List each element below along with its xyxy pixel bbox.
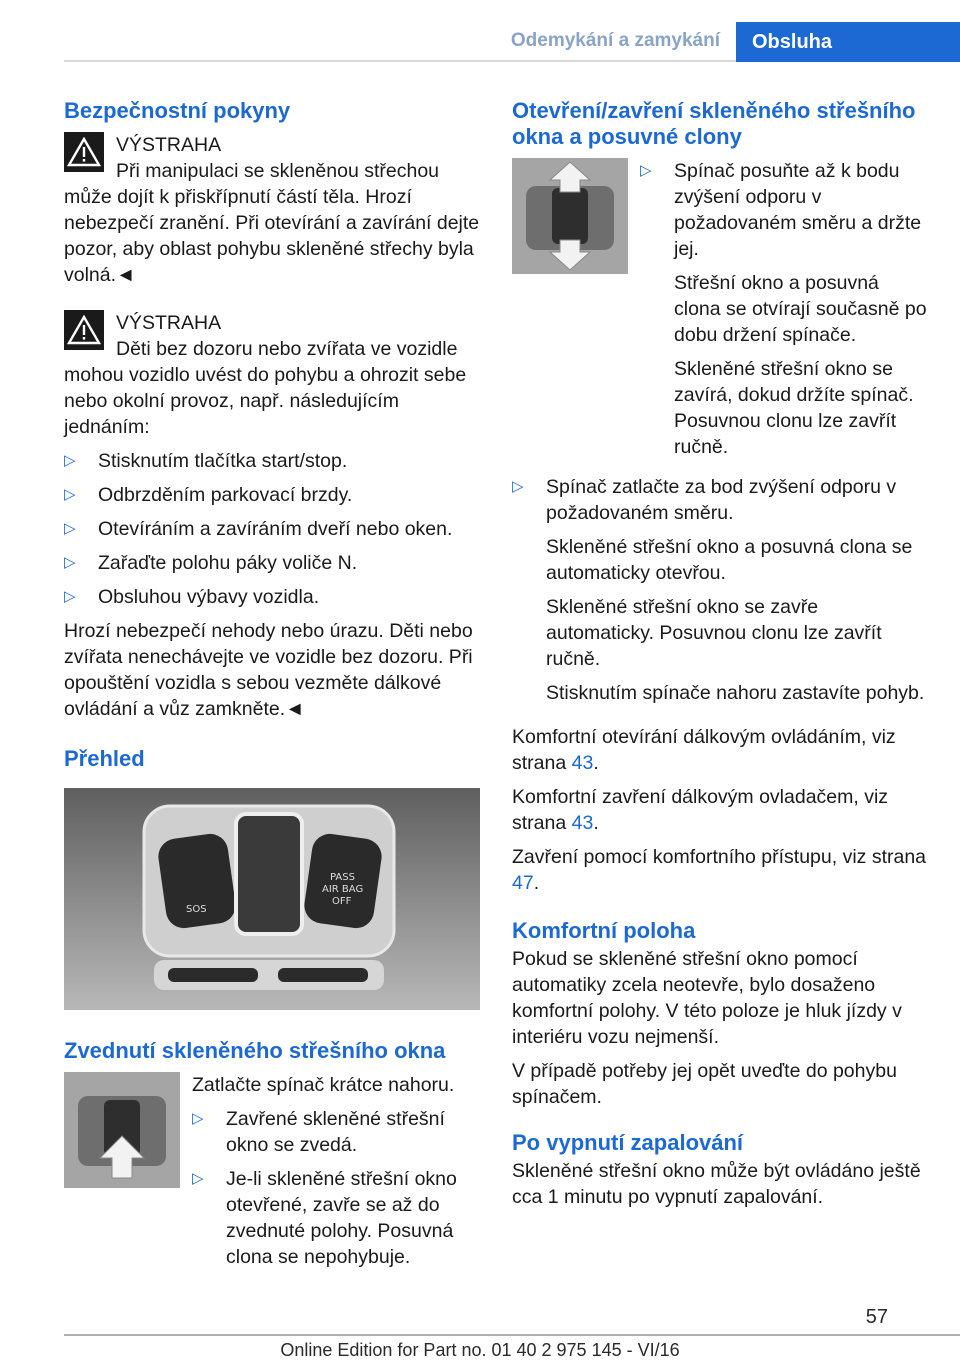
off-label: OFF [332,896,352,907]
page-number: 57 [865,1306,888,1328]
warning-conclusion: Hrozí nebezpečí nehody nebo úrazu. Děti nebo zvířata nenechávejte ve vozidle bez dozoru. Při opouštění vozidla s sebou vezměte dálkové ovládání a vůz zamkněte.◄ [64,620,473,720]
raise-switch-image [64,1072,180,1188]
warning-label: VÝSTRAHA [116,134,222,156]
left-column [64,98,480,1278]
warning-text: Při manipulaci se skleněnou střechou může dojít k přiskřípnutí částí těla. Hrozí nebezpečí zranění. Při otevírání a zavírání dejte pozor, aby oblast pohybu skleněné střechy byla volná.◄ [64,160,480,286]
page-link[interactable]: 43 [571,752,594,774]
page-link[interactable]: 43 [571,812,594,834]
bullet-paragraph: Stisknutím spínače nahoru zastavíte pohyb. [546,682,925,704]
raise-bullet-list [192,1106,480,1270]
warning-icon [64,132,104,172]
open-close-section [512,158,928,468]
bullet-paragraph: ▷ Spínač zatlačte za bod zvýšení odporu v požadovaném směru. [546,476,897,524]
bullet-paragraph: Skleněné střešní okno a posuvná clona se automaticky otevřou. [546,536,913,584]
list-item [512,474,928,706]
list-item: ▷ Zařaďte polohu páky voliče N. [64,550,480,576]
page-link[interactable]: 47 [512,872,534,894]
heading-comfort-position: Komfortní poloha [512,918,696,943]
comfort-paragraph: V případě potřeby jej opět uveďte do pohybu spínačem. [512,1060,897,1108]
raise-text [192,1072,480,1278]
footer-edition: Online Edition for Part no. 01 40 2 975 145 - VI/16 [280,1340,680,1360]
bullet-paragraph: Střešní okno a posuvná clona se otvírají současně po dobu držení spínače. [674,272,927,346]
list-item: ▷ Zavřené skleněné střešní okno se zvedá. [192,1106,480,1158]
header-chapter-tab: Obsluha [736,22,960,62]
open-close-bullet-1 [640,158,928,468]
comfort-paragraph: Pokud se skleněné střešní okno pomocí automatiky zcela neotevře, bylo dosaženo komfortní polohy. V této poloze je hluk jízdy v interiéru vozu nejmenší. [512,948,902,1048]
airbag-label: AIR BAG [322,884,364,895]
bullet-paragraph: Skleněné střešní okno se zavírá, dokud držíte spínač. Posuvnou clonu lze zavřít ručně. [674,358,914,458]
warning-block-2 [64,310,480,440]
raise-section [64,1072,480,1278]
right-column [512,98,928,1218]
warning-label: VÝSTRAHA [116,312,222,334]
list-item: ▷ Obsluhou výbavy vozidla. [64,584,480,610]
warning-bullet-list [64,448,480,610]
heading-after-ignition: Po vypnutí zapalování [512,1130,744,1155]
heading-safety: Bezpečnostní pokyny [64,98,291,123]
heading-overview: Přehled [64,746,145,771]
ignition-paragraph: Skleněné střešní okno může být ovládáno ještě cca 1 minutu po vypnutí zapalování. [512,1160,921,1208]
bullet-paragraph: ▷ Spínač posuňte až k bodu zvýšení odporu v požadovaném směru a držte jej. [674,160,922,260]
warning-text: Děti bez dozoru nebo zvířata ve vozidle mohou vozidlo uvést do pohybu a ohrozit sebe nebo okolní provoz, např. následujícím jednáním: [64,338,467,438]
sos-label: SOS [186,904,207,915]
ref-text: Komfortní otevírání dálkovým ovládáním, viz strana [512,726,896,774]
footer-rule [64,1334,960,1336]
bullet-paragraph: Skleněné střešní okno se zavře automaticky. Posuvnou clonu lze zavřít ručně. [546,596,882,670]
open-close-bullet-2 [512,474,928,706]
comfort-close-ref: Komfortní zavření dálkovým ovladačem, viz strana 43. [512,786,889,834]
comfort-open-ref: Komfortní otevírání dálkovým ovládáním, viz strana 43. [512,726,896,774]
list-item: ▷ Odbrzděním parkovací brzdy. [64,482,480,508]
warning-icon [64,310,104,350]
comfort-access-ref: Zavření pomocí komfortního přístupu, viz strana 47. [512,846,927,894]
pass-label: PASS [330,872,355,883]
raise-intro: Zatlačte spínač krátce nahoru. [192,1074,455,1096]
list-item: ▷ Je-li skleněné střešní okno otevřené, zavře se až do zvednuté polohy. Posuvná clona se nepohybuje. [192,1166,480,1270]
list-item: ▷ Otevíráním a zavíráním dveří nebo oken. [64,516,480,542]
warning-block-1 [64,132,480,288]
ref-text: Komfortní zavření dálkovým ovladačem, viz strana [512,786,889,834]
list-item: ▷ Stisknutím tlačítka start/stop. [64,448,480,474]
list-item [640,158,928,460]
header-section-title: Odemykání a zamykání [510,30,720,51]
heading-open-close: Otevření/zavření skleněného střešního okna a posuvné clony [512,98,916,149]
heading-raise: Zvednutí skleněného střešního okna [64,1038,446,1063]
open-close-switch-image [512,158,628,274]
overview-photo [64,788,480,1010]
ref-text: Zavření pomocí komfortního přístupu, viz strana [512,846,927,868]
